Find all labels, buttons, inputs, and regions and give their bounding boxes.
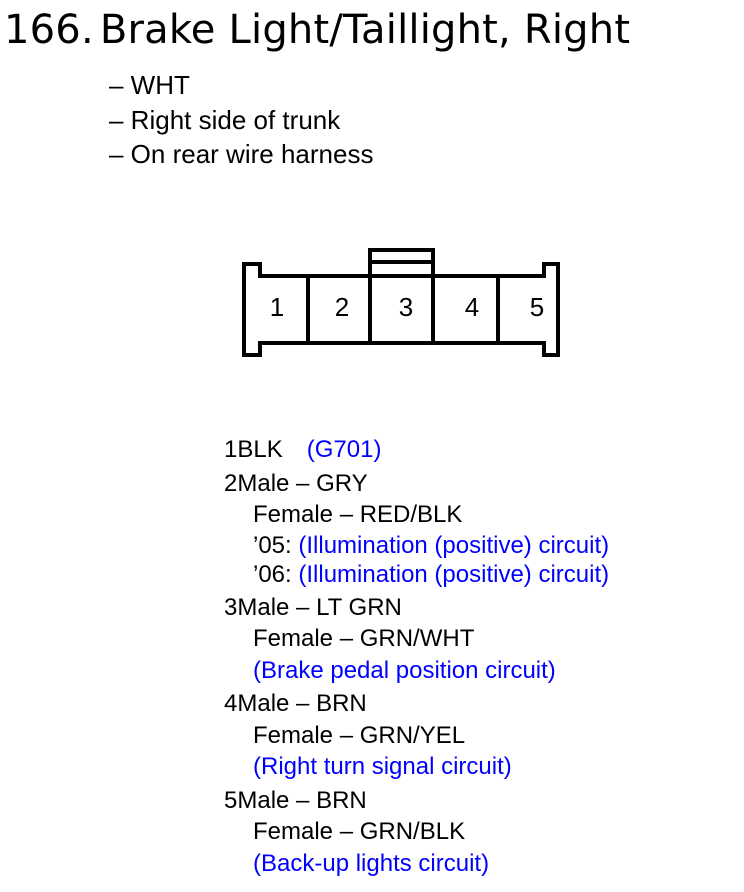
- connector-number: 166.: [4, 7, 94, 53]
- pin-2-female: Female – RED/BLK: [253, 501, 463, 528]
- pin-5-row: [224, 785, 609, 817]
- pin-wire-color: BLK: [237, 436, 283, 463]
- cavity-label-5: 5: [529, 292, 545, 322]
- connector-face-diagram: [240, 244, 564, 362]
- pin-number: 3: [224, 593, 238, 621]
- pin-number: 2: [224, 469, 238, 497]
- connector-title: Brake Light/Taillight, Right: [99, 7, 631, 53]
- pin-2-note-05: [224, 531, 609, 561]
- pin-3-female: Female – GRN/WHT: [253, 625, 475, 652]
- pin-4-circuit: (Right turn signal circuit): [253, 753, 512, 780]
- connector-location: – Right side of trunk: [109, 104, 341, 135]
- model-year: ’06:: [253, 561, 292, 588]
- circuit-description: (Illumination (positive) circuit): [298, 531, 610, 559]
- pin-male-wire: Male – BRN: [237, 786, 367, 814]
- pin-male-wire: Male – GRY: [237, 469, 368, 497]
- pin-4-row: [224, 688, 609, 720]
- pin-5-circuit: (Back-up lights circuit): [253, 849, 490, 877]
- pin-number: 5: [224, 786, 238, 814]
- pin-3-row: [224, 592, 609, 624]
- pinout-list: [224, 434, 609, 879]
- cavity-label-1: 1: [269, 292, 285, 322]
- pin-5-female: Female – GRN/BLK: [253, 818, 466, 845]
- connector-details: [109, 68, 373, 172]
- pin-number: 4: [224, 690, 238, 717]
- pin-1-row: [224, 434, 609, 466]
- circuit-description: (Illumination (positive) circuit): [298, 561, 610, 588]
- cavity-label-3: 3: [398, 292, 414, 322]
- cavity-label-2: 2: [334, 292, 350, 322]
- connector-harness: – On rear wire harness: [109, 139, 374, 169]
- pin-2-row: [224, 468, 609, 500]
- pin-4-female: Female – GRN/YEL: [253, 721, 466, 749]
- cavity-label-4: 4: [464, 292, 480, 322]
- model-year: ’05:: [253, 531, 292, 559]
- connector-color: – WHT: [109, 70, 190, 100]
- ground-point: (G701): [306, 436, 382, 463]
- pin-3-circuit: (Brake pedal position circuit): [253, 656, 556, 684]
- page-title: [4, 2, 630, 58]
- pin-2-note-06: [224, 560, 609, 590]
- pin-male-wire: Male – BRN: [237, 690, 367, 717]
- pin-male-wire: Male – LT GRN: [237, 593, 402, 621]
- pin-number: 1: [224, 436, 238, 463]
